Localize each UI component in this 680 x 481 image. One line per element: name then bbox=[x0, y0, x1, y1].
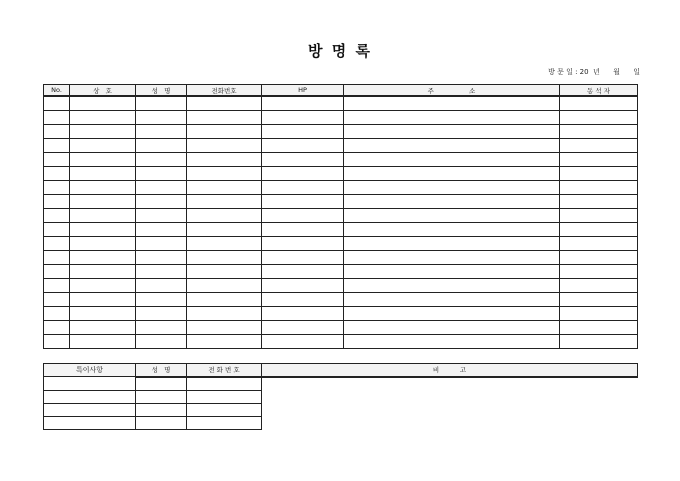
guestbook-table bbox=[43, 84, 638, 349]
page-title: 방 명 록 bbox=[308, 42, 372, 60]
table-cell[interactable] bbox=[70, 111, 136, 125]
table-row bbox=[44, 153, 638, 167]
table-cell[interactable] bbox=[44, 195, 70, 209]
table-cell[interactable] bbox=[187, 139, 262, 153]
table-cell[interactable] bbox=[187, 111, 262, 125]
table-cell[interactable] bbox=[136, 403, 187, 416]
table-cell[interactable] bbox=[44, 390, 136, 403]
table-cell[interactable] bbox=[344, 293, 560, 307]
table-cell[interactable] bbox=[136, 265, 187, 279]
table-cell[interactable] bbox=[344, 111, 560, 125]
table-cell[interactable] bbox=[262, 167, 344, 181]
table-cell[interactable] bbox=[560, 167, 638, 181]
table-cell[interactable] bbox=[344, 223, 560, 237]
col-header-name: 성 명 bbox=[136, 85, 187, 97]
table-cell[interactable] bbox=[344, 125, 560, 139]
table-row bbox=[44, 293, 638, 307]
table-cell[interactable] bbox=[560, 181, 638, 195]
table-cell[interactable] bbox=[44, 125, 70, 139]
table-cell[interactable] bbox=[344, 265, 560, 279]
table-cell[interactable] bbox=[44, 139, 70, 153]
table-cell[interactable] bbox=[187, 223, 262, 237]
table-cell[interactable] bbox=[344, 335, 560, 349]
remarks-row bbox=[44, 416, 638, 429]
table-cell[interactable] bbox=[344, 251, 560, 265]
table-cell[interactable] bbox=[44, 209, 70, 223]
table-cell[interactable] bbox=[136, 209, 187, 223]
table-row bbox=[44, 265, 638, 279]
table-cell[interactable] bbox=[136, 390, 187, 403]
visit-date-line: 방 문 일 : 20 년 월 일 bbox=[548, 68, 640, 76]
table-cell[interactable] bbox=[136, 125, 187, 139]
table-cell[interactable] bbox=[262, 195, 344, 209]
table-row bbox=[44, 223, 638, 237]
table-cell[interactable] bbox=[560, 139, 638, 153]
col-header-company: 상 호 bbox=[70, 85, 136, 97]
table-cell[interactable] bbox=[344, 237, 560, 251]
table-cell[interactable] bbox=[344, 139, 560, 153]
table-cell[interactable] bbox=[136, 181, 187, 195]
remarks-row bbox=[44, 403, 638, 416]
table-cell[interactable] bbox=[560, 321, 638, 335]
table-row bbox=[44, 237, 638, 251]
table-cell[interactable] bbox=[70, 181, 136, 195]
table-cell[interactable] bbox=[70, 237, 136, 251]
table-cell[interactable] bbox=[560, 307, 638, 321]
table-cell[interactable] bbox=[136, 293, 187, 307]
col-header-no: No. bbox=[44, 85, 70, 97]
table-cell[interactable] bbox=[344, 96, 560, 111]
table-row bbox=[44, 125, 638, 139]
table-cell[interactable] bbox=[70, 195, 136, 209]
table-cell[interactable] bbox=[187, 265, 262, 279]
table-cell[interactable] bbox=[344, 181, 560, 195]
table-row bbox=[44, 335, 638, 349]
table-cell[interactable] bbox=[262, 293, 344, 307]
table-cell[interactable] bbox=[44, 279, 70, 293]
table-cell[interactable] bbox=[70, 307, 136, 321]
table-row bbox=[44, 307, 638, 321]
table-header-row bbox=[44, 85, 638, 97]
table-cell[interactable] bbox=[136, 251, 187, 265]
table-row bbox=[44, 209, 638, 223]
table-cell[interactable] bbox=[262, 125, 344, 139]
table-cell[interactable] bbox=[560, 153, 638, 167]
table-cell[interactable] bbox=[262, 265, 344, 279]
table-cell[interactable] bbox=[262, 139, 344, 153]
table-cell[interactable] bbox=[262, 223, 344, 237]
table-cell[interactable] bbox=[136, 416, 187, 429]
table-row bbox=[44, 139, 638, 153]
col-header-address: 주 소 bbox=[344, 85, 560, 97]
table-cell[interactable] bbox=[187, 251, 262, 265]
table-cell[interactable] bbox=[44, 167, 70, 181]
table-row bbox=[44, 96, 638, 111]
table-cell[interactable] bbox=[44, 307, 70, 321]
table-cell[interactable] bbox=[344, 307, 560, 321]
table-cell[interactable] bbox=[262, 335, 344, 349]
table-row bbox=[44, 321, 638, 335]
table-cell[interactable] bbox=[70, 139, 136, 153]
table-cell[interactable] bbox=[187, 195, 262, 209]
table-cell[interactable] bbox=[136, 111, 187, 125]
table-cell[interactable] bbox=[560, 251, 638, 265]
col-header-remarks: 비 고 bbox=[262, 364, 638, 377]
table-cell[interactable] bbox=[262, 153, 344, 167]
table-cell[interactable] bbox=[44, 181, 70, 195]
table-cell[interactable] bbox=[262, 209, 344, 223]
table-cell[interactable] bbox=[187, 335, 262, 349]
table-cell[interactable] bbox=[70, 293, 136, 307]
table-cell[interactable] bbox=[44, 416, 136, 429]
table-row bbox=[44, 279, 638, 293]
table-cell[interactable] bbox=[136, 321, 187, 335]
table-cell[interactable] bbox=[560, 335, 638, 349]
table-cell[interactable] bbox=[70, 209, 136, 223]
table-cell[interactable] bbox=[44, 237, 70, 251]
table-row bbox=[44, 251, 638, 265]
table-cell[interactable] bbox=[262, 96, 344, 111]
table-cell[interactable] bbox=[44, 111, 70, 125]
table-cell[interactable] bbox=[187, 153, 262, 167]
table-cell[interactable] bbox=[44, 321, 70, 335]
table-cell[interactable] bbox=[70, 265, 136, 279]
table-cell[interactable] bbox=[344, 321, 560, 335]
table-cell[interactable] bbox=[560, 223, 638, 237]
col-header-name: 성 명 bbox=[136, 364, 187, 377]
table-cell[interactable] bbox=[187, 377, 262, 391]
table-cell[interactable] bbox=[70, 96, 136, 111]
table-cell[interactable] bbox=[136, 195, 187, 209]
table-cell[interactable] bbox=[187, 279, 262, 293]
table-cell[interactable] bbox=[187, 321, 262, 335]
table-cell[interactable] bbox=[70, 223, 136, 237]
table-cell[interactable] bbox=[560, 111, 638, 125]
table-cell[interactable] bbox=[70, 279, 136, 293]
table-cell[interactable] bbox=[187, 403, 262, 416]
table-cell[interactable] bbox=[262, 279, 344, 293]
col-header-phone: 전화번호 bbox=[187, 85, 262, 97]
table-cell[interactable] bbox=[136, 237, 187, 251]
table-cell[interactable] bbox=[44, 223, 70, 237]
table-row bbox=[44, 181, 638, 195]
table-cell[interactable] bbox=[70, 125, 136, 139]
table-cell[interactable] bbox=[70, 153, 136, 167]
table-cell[interactable] bbox=[187, 96, 262, 111]
table-cell[interactable] bbox=[136, 279, 187, 293]
table-row bbox=[44, 111, 638, 125]
table-cell[interactable] bbox=[344, 153, 560, 167]
table-cell[interactable] bbox=[44, 377, 136, 391]
table-cell[interactable] bbox=[136, 307, 187, 321]
col-header-phone: 전 화 번 호 bbox=[187, 364, 262, 377]
table-cell[interactable] bbox=[262, 251, 344, 265]
table-cell[interactable] bbox=[44, 251, 70, 265]
table-cell[interactable] bbox=[136, 377, 187, 391]
table-cell[interactable] bbox=[344, 209, 560, 223]
table-row bbox=[44, 167, 638, 181]
table-row bbox=[44, 195, 638, 209]
table-cell[interactable] bbox=[136, 167, 187, 181]
table-cell[interactable] bbox=[560, 96, 638, 111]
table-cell[interactable] bbox=[187, 237, 262, 251]
table-cell[interactable] bbox=[262, 111, 344, 125]
table-cell[interactable] bbox=[560, 195, 638, 209]
table-cell[interactable] bbox=[44, 153, 70, 167]
table-cell[interactable] bbox=[187, 293, 262, 307]
table-cell[interactable] bbox=[187, 307, 262, 321]
table-cell[interactable] bbox=[560, 237, 638, 251]
table-cell[interactable] bbox=[187, 125, 262, 139]
table-cell[interactable] bbox=[187, 416, 262, 429]
table-cell[interactable] bbox=[70, 335, 136, 349]
table-cell[interactable] bbox=[136, 153, 187, 167]
table-cell[interactable] bbox=[187, 390, 262, 403]
table-cell[interactable] bbox=[70, 167, 136, 181]
table-cell[interactable] bbox=[44, 265, 70, 279]
table-cell[interactable] bbox=[560, 265, 638, 279]
table-cell[interactable] bbox=[262, 321, 344, 335]
table-cell[interactable] bbox=[344, 167, 560, 181]
table-cell[interactable] bbox=[187, 167, 262, 181]
remarks-row bbox=[44, 377, 638, 391]
table-cell[interactable] bbox=[344, 195, 560, 209]
table-cell[interactable] bbox=[70, 251, 136, 265]
table-cell[interactable] bbox=[344, 279, 560, 293]
table-cell[interactable] bbox=[44, 403, 136, 416]
table-cell[interactable] bbox=[136, 96, 187, 111]
table-cell[interactable] bbox=[560, 125, 638, 139]
table-cell[interactable] bbox=[560, 293, 638, 307]
table-cell[interactable] bbox=[560, 279, 638, 293]
table-cell[interactable] bbox=[136, 139, 187, 153]
table-cell[interactable] bbox=[44, 335, 70, 349]
table-cell[interactable] bbox=[187, 209, 262, 223]
remarks-table bbox=[43, 363, 638, 430]
table-cell[interactable] bbox=[187, 181, 262, 195]
table-cell[interactable] bbox=[136, 335, 187, 349]
remarks-label: 특이사항 bbox=[44, 364, 136, 377]
col-header-companion: 동 석 자 bbox=[560, 85, 638, 97]
table-cell[interactable] bbox=[70, 321, 136, 335]
table-cell[interactable] bbox=[136, 223, 187, 237]
table-cell[interactable] bbox=[262, 237, 344, 251]
table-cell[interactable] bbox=[560, 209, 638, 223]
table-cell[interactable] bbox=[44, 293, 70, 307]
table-cell[interactable] bbox=[262, 307, 344, 321]
table-cell[interactable] bbox=[262, 181, 344, 195]
col-header-hp: HP bbox=[262, 85, 344, 97]
remarks-row bbox=[44, 390, 638, 403]
table-cell[interactable] bbox=[44, 96, 70, 111]
remarks-header-row bbox=[44, 364, 638, 377]
